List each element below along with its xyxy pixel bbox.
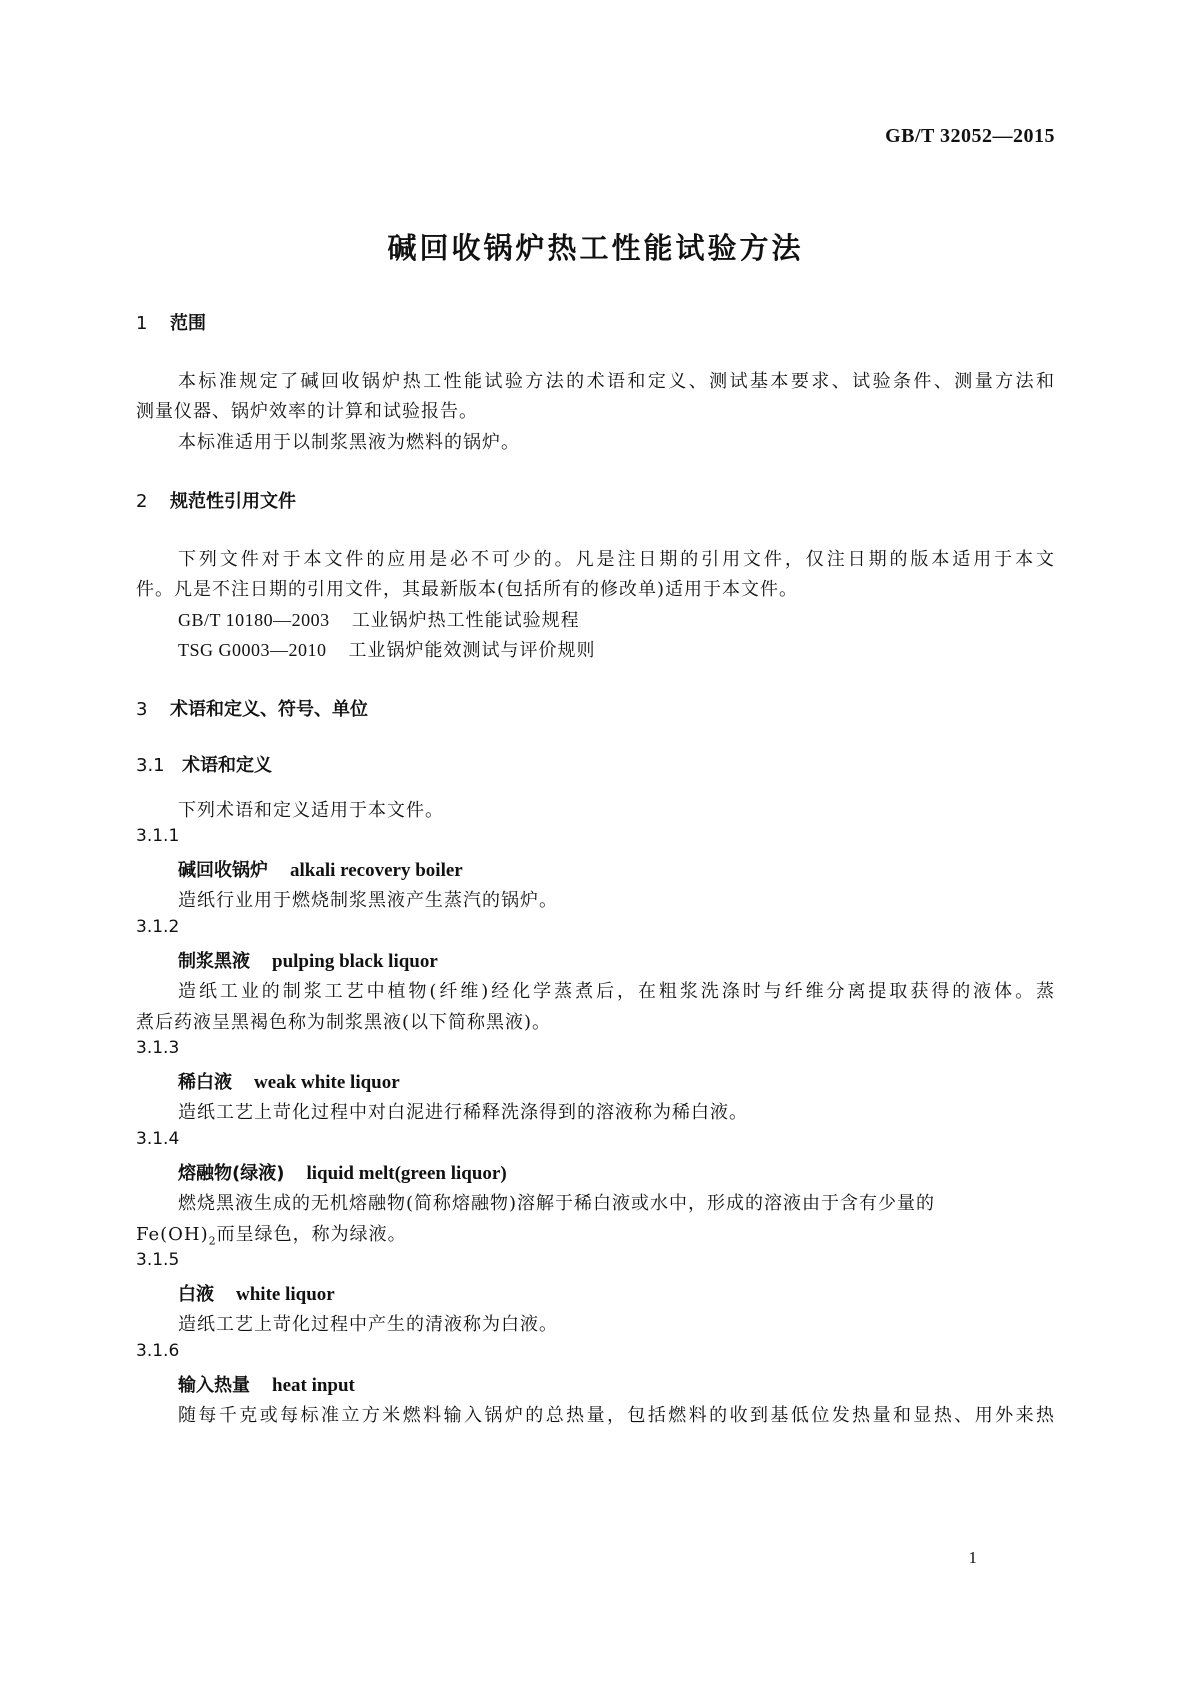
- term-entry: [178, 1068, 400, 1094]
- reference-title: 工业锅炉热工性能试验规程: [351, 610, 580, 631]
- section-title: 范围: [170, 313, 206, 334]
- definition-text: 而呈绿色，称为绿液。: [216, 1224, 407, 1245]
- term-entry: [178, 1280, 335, 1306]
- term-en: liquid melt(green liquor): [306, 1163, 507, 1184]
- term-en: weak white liquor: [254, 1072, 400, 1093]
- term-zh: 稀白液: [178, 1072, 232, 1093]
- normative-reference: [178, 606, 580, 632]
- term-zh: 白液: [178, 1284, 214, 1305]
- reference-title: 工业锅炉能效测试与评价规则: [348, 640, 596, 661]
- paragraph-continuation: 件。凡是不注日期的引用文件，其最新版本(包括所有的修改单)适用于本文件。: [136, 579, 799, 600]
- term-definition: 造纸工艺上苛化过程中产生的清液称为白液。: [178, 1314, 558, 1335]
- term-definition-continuation: [136, 1220, 407, 1248]
- term-en: white liquor: [236, 1284, 335, 1305]
- term-entry: [178, 1159, 507, 1185]
- term-en: alkali recovery boiler: [290, 860, 463, 881]
- term-definition: 造纸工艺上苛化过程中对白泥进行稀释洗涤得到的溶液称为稀白液。: [178, 1102, 748, 1123]
- term-en: heat input: [272, 1375, 355, 1396]
- term-en: pulping black liquor: [272, 951, 438, 972]
- section-1-heading: [136, 309, 206, 335]
- term-number: 3.1.1: [136, 826, 180, 846]
- term-zh: 碱回收锅炉: [178, 860, 268, 881]
- term-number: 3.1.3: [136, 1038, 180, 1058]
- term-definition: 造纸行业用于燃烧制浆黑液产生蒸汽的锅炉。: [178, 890, 558, 911]
- formula-subscript: 2: [208, 1234, 217, 1248]
- paragraph: 本标准适用于以制浆黑液为燃料的锅炉。: [178, 432, 520, 453]
- standard-number: GB/T 32052—2015: [885, 125, 1055, 147]
- formula-text: Fe(OH): [136, 1224, 209, 1245]
- section-number: 2: [136, 491, 148, 512]
- term-zh: 制浆黑液: [178, 951, 250, 972]
- term-number: 3.1.4: [136, 1129, 180, 1149]
- page-number: 1: [968, 1548, 977, 1567]
- paragraph: 下列术语和定义适用于本文件。: [178, 800, 444, 821]
- term-entry: [178, 856, 463, 882]
- term-number: 3.1.2: [136, 917, 180, 937]
- subsection-number: 3.1: [136, 755, 165, 776]
- section-title: 术语和定义、符号、单位: [170, 699, 368, 720]
- term-definition-continuation: 煮后药液呈黑褐色称为制浆黑液(以下简称黑液)。: [136, 1012, 552, 1033]
- reference-code: GB/T 10180—2003: [178, 610, 330, 630]
- term-entry: [178, 947, 438, 973]
- term-definition: 燃烧黑液生成的无机熔融物(简称熔融物)溶解于稀白液或水中，形成的溶液由于含有少量的: [178, 1193, 936, 1214]
- term-number: 3.1.5: [136, 1250, 180, 1270]
- term-entry: [178, 1371, 355, 1397]
- term-zh: 输入热量: [178, 1375, 250, 1396]
- reference-code: TSG G0003—2010: [178, 640, 327, 660]
- section-number: 1: [136, 313, 148, 334]
- paragraph: 本标准规定了碱回收锅炉热工性能试验方法的术语和定义、测试基本要求、试验条件、测量方法和: [178, 371, 1057, 392]
- section-3-heading: [136, 695, 368, 721]
- section-2-heading: [136, 487, 296, 513]
- term-zh: 熔融物(绿液): [178, 1163, 285, 1184]
- subsection-title: 术语和定义: [182, 755, 272, 776]
- subsection-3-1-heading: [136, 751, 272, 777]
- term-definition: 造纸工业的制浆工艺中植物(纤维)经化学蒸煮后，在粗浆洗涤时与纤维分离提取获得的液体。蒸: [178, 981, 1057, 1002]
- term-definition: 随每千克或每标准立方米燃料输入锅炉的总热量，包括燃料的收到基低位发热量和显热、用外来热: [178, 1405, 1057, 1426]
- document-title: 碱回收锅炉热工性能试验方法: [387, 231, 804, 265]
- normative-reference: [178, 636, 596, 662]
- section-number: 3: [136, 699, 148, 720]
- paragraph-continuation: 测量仪器、锅炉效率的计算和试验报告。: [136, 401, 478, 422]
- paragraph: 下列文件对于本文件的应用是必不可少的。凡是注日期的引用文件，仅注日期的版本适用于本文: [178, 549, 1057, 570]
- term-number: 3.1.6: [136, 1341, 180, 1361]
- section-title: 规范性引用文件: [170, 491, 296, 512]
